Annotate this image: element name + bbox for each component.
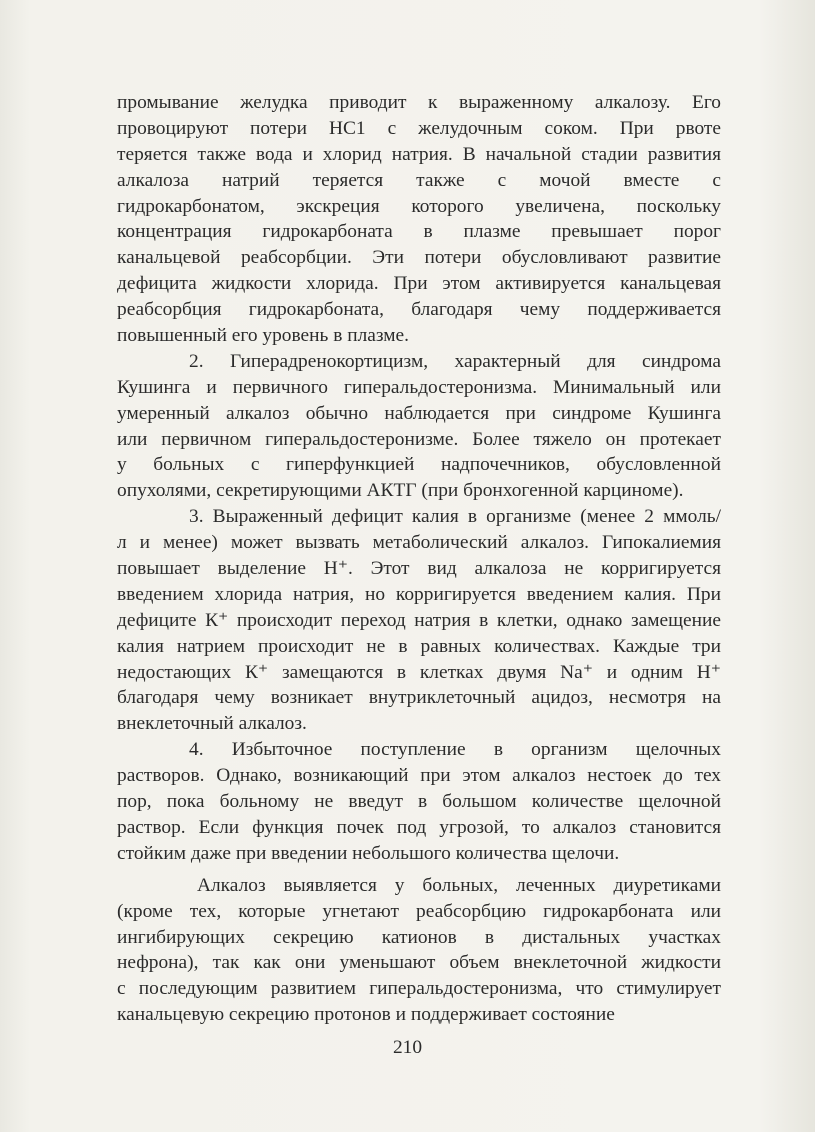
text-line: 4. Избыточное поступление в организм щелочных xyxy=(189,739,721,761)
text-line: Кушинга и первичного гиперальдостеронизма. Минимальный или xyxy=(117,376,721,398)
text-line: умеренный алкалоз обычно наблюдается при синдроме Кушинга xyxy=(117,402,721,424)
text-line: провоцируют потери HC1 с желудочным соком. При рвоте xyxy=(117,117,721,139)
text-line: л и менее) может вызвать метаболический алкалоз. Гипокалиемия xyxy=(117,532,721,554)
body-text xyxy=(117,90,721,1028)
text-line: дефиците К⁺ происходит переход натрия в клетки, однако замещение xyxy=(117,609,721,631)
text-line: 3. Выраженный дефицит калия в организме (менее 2 ммоль/ xyxy=(189,506,721,528)
paragraph xyxy=(117,737,721,866)
paragraph xyxy=(117,90,721,349)
text-line: калия натрием происходит не в равных количествах. Каждые три xyxy=(117,635,721,657)
text-line: внеклеточный алкалоз. xyxy=(117,713,307,735)
page-number: 210 xyxy=(392,1037,423,1058)
text-line: недостающих К⁺ замещаются в клетках двумя Na⁺ и одним Н⁺ xyxy=(117,661,721,683)
text-line: дефицита жидкости хлорида. При этом активируется канальцевая xyxy=(117,273,721,295)
text-line: канальцевую секрецию протонов и поддерживает состояние xyxy=(117,1004,615,1026)
text-line: повышает выделение Н⁺. Этот вид алкалоза не корригируется xyxy=(117,558,721,580)
text-line: или первичном гиперальдостеронизме. Более тяжело он протекает xyxy=(117,428,721,450)
paragraph xyxy=(117,349,721,504)
text-line: введением хлорида натрия, но корригируется введением калия. При xyxy=(117,583,721,605)
text-line: промывание желудка приводит к выраженному алкалозу. Его xyxy=(117,92,721,113)
text-line: опухолями, секретирующими АКТГ (при бронхогенной карциноме). xyxy=(117,480,684,502)
text-line: у больных с гиперфункцией надпочечников, обусловленной xyxy=(117,454,721,476)
text-line: теряется также вода и хлорид натрия. В начальной стадии развития xyxy=(117,143,721,165)
text-line: с последующим развитием гиперальдостеронизма, что стимулирует xyxy=(117,978,721,1000)
paragraph xyxy=(117,504,721,737)
text-line: раствор. Если функция почек под угрозой, то алкалоз становится xyxy=(117,816,721,838)
text-line: реабсорбция гидрокарбоната, благодаря чему поддерживается xyxy=(117,299,721,321)
text-line: 2. Гиперадренокортицизм, характерный для синдрома xyxy=(189,350,721,372)
text-line: нефрона), так как они уменьшают объем внеклеточной жидкости xyxy=(117,952,721,974)
text-line: растворов. Однако, возникающий при этом алкалоз нестоек до тех xyxy=(117,765,721,787)
text-line: гидрокарбонатом, экскреция которого увеличена, поскольку xyxy=(117,195,721,217)
paragraph xyxy=(117,873,721,1028)
text-line: благодаря чему возникает внутриклеточный ацидоз, несмотря на xyxy=(117,687,721,709)
text-line: алкалоза натрий теряется также с мочой вместе с xyxy=(117,169,721,191)
text-line: повышенный его уровень в плазме. xyxy=(117,325,409,347)
text-line: канальцевой реабсорбции. Эти потери обусловливают развитие xyxy=(117,247,721,269)
text-line: пор, пока больному не введут в большом количестве щелочной xyxy=(117,791,721,813)
text-line: (кроме тех, которые угнетают реабсорбцию гидрокарбоната или xyxy=(117,900,721,922)
text-line: Алкалоз выявляется у больных, леченных диуретиками xyxy=(197,874,721,896)
text-line: стойким даже при введении небольшого количества щелочи. xyxy=(117,842,620,864)
text-line: ингибирующих секрецию катионов в дистальных участках xyxy=(117,926,721,948)
text-line: концентрация гидрокарбоната в плазме превышает порог xyxy=(117,221,721,243)
